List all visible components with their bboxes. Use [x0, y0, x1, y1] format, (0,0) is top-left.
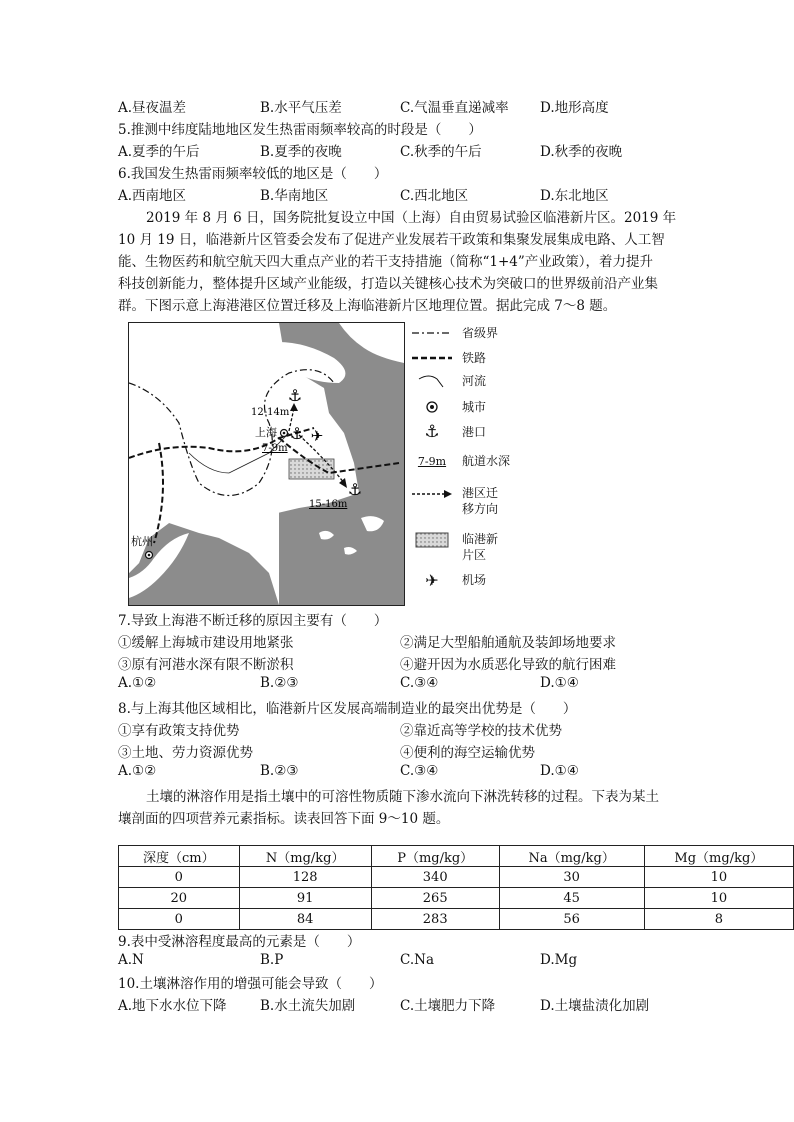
- passage1-line-5: 群。下图示意上海港港区位置迁移及上海临港新片区地理位置。据此完成 7～8 题。: [118, 298, 617, 314]
- legend-lingang-area: 临港新片区: [408, 531, 498, 563]
- table-cell: 265: [371, 888, 499, 909]
- table-cell: 283: [371, 909, 499, 930]
- q10-option-d: D.土壤盐渍化加剧: [540, 998, 650, 1014]
- port-icon: [288, 386, 302, 405]
- q8-option-b: B.②③: [260, 763, 299, 779]
- legend-channel-depth: 7-9m 航道水深: [417, 454, 511, 468]
- map-drawing: [129, 323, 404, 605]
- legend-provincial-boundary: 省级界: [462, 326, 499, 340]
- passage1-line-3: 能、生物医药和航空航天四大重点产业的若干支持措施（简称“1+4”产业政策），着力提升: [118, 254, 654, 270]
- label-shanghai: 上海: [255, 426, 277, 439]
- q8-item-4: ④便利的海空运输优势: [400, 745, 535, 761]
- q4-option-a: A.昼夜温差: [118, 100, 187, 116]
- table-header-row: [119, 846, 794, 867]
- table-header: Mg（mg/kg）: [644, 846, 793, 867]
- q5-option-b: B.夏季的夜晚: [260, 144, 342, 160]
- q10-option-c: C.土壤肥力下降: [400, 998, 496, 1014]
- table-row: [119, 888, 794, 909]
- table-header: 深度（cm）: [119, 846, 240, 867]
- legend-river: 河流: [408, 372, 486, 390]
- passage2-line-1: 土壤的淋溶作用是指土壤中的可溶性物质随下渗水流向下淋洗转移的过程。下表为某土: [146, 789, 659, 805]
- label-hangzhou: 杭州: [131, 535, 153, 548]
- q9-option-a: A.N: [118, 952, 144, 968]
- q4-option-d: D.地形高度: [540, 100, 609, 116]
- table-cell: 20: [119, 888, 240, 909]
- legend-port: ⚓ 港口: [424, 422, 487, 442]
- svg-text:✈: ✈: [310, 427, 324, 445]
- table-cell: 10: [644, 867, 793, 888]
- q10-stem: 10.土壤淋溶作用的增强可能会导致（ ）: [118, 976, 383, 992]
- q9-option-b: B.P: [260, 952, 284, 968]
- passage1-line-2: 10 月 19 日，临港新片区管委会发布了促进产业发展若干政策和集聚发展集成电路、人工智: [118, 232, 665, 248]
- table-cell: 10: [644, 888, 793, 909]
- q6-stem: 6.我国发生热雷雨频率较低的地区是（ ）: [118, 166, 388, 182]
- q8-option-c: C.③④: [400, 763, 439, 779]
- table-header: N（mg/kg）: [239, 846, 371, 867]
- soil-nutrient-table: [118, 845, 794, 930]
- port-icon: [348, 480, 362, 499]
- shanghai-port-map: [128, 322, 405, 606]
- q8-item-3: ③土地、劳力资源优势: [118, 745, 253, 761]
- q7-item-3: ③原有河港水深有限不断淤积: [118, 657, 294, 673]
- label-depth-7-9: 7-9m: [262, 443, 288, 454]
- legend-migration-direction: 港区迁移方向: [408, 485, 498, 517]
- table-row: [119, 867, 794, 888]
- label-depth-12-14: 12-14m: [251, 407, 290, 418]
- svg-text:⚓: ⚓: [347, 480, 363, 499]
- table-header: P（mg/kg）: [371, 846, 499, 867]
- table-cell: 0: [119, 909, 240, 930]
- legend-airport: ✈ 机场: [425, 570, 487, 590]
- table-cell: 84: [239, 909, 371, 930]
- q7-item-2: ②满足大型船舶通航及装卸场地要求: [400, 635, 616, 651]
- svg-text:⚓: ⚓: [287, 386, 303, 405]
- q7-option-d: D.①④: [540, 675, 579, 691]
- q9-option-c: C.Na: [400, 952, 435, 968]
- legend-city: 城市: [408, 398, 486, 416]
- airport-icon: [311, 427, 324, 445]
- q7-item-4: ④避开因为水质恶化导致的航行困难: [400, 657, 616, 673]
- q8-stem: 8.与上海其他区域相比，临港新片区发展高端制造业的最突出优势是（ ）: [118, 701, 577, 717]
- passage1-line-1: 2019 年 8 月 6 日，国务院批复设立中国（上海）自由贸易试验区临港新片区。2019 年: [146, 210, 677, 226]
- q6-option-d: D.东北地区: [540, 188, 609, 204]
- q7-option-a: A.①②: [118, 675, 157, 691]
- table-cell: 91: [239, 888, 371, 909]
- q7-stem: 7.导致上海港不断迁移的原因主要有（ ）: [118, 613, 388, 629]
- q5-stem: 5.推测中纬度陆地地区发生热雷雨频率较高的时段是（ ）: [118, 122, 482, 138]
- q10-option-a: A.地下水水位下降: [118, 998, 227, 1014]
- q6-option-c: C.西北地区: [400, 188, 469, 204]
- label-depth-15-16: 15-16m: [309, 499, 348, 510]
- q8-item-2: ②靠近高等学校的技术优势: [400, 723, 562, 739]
- q5-option-d: D.秋季的夜晚: [540, 144, 623, 160]
- table-header: Na（mg/kg）: [499, 846, 644, 867]
- q5-option-c: C.秋季的午后: [400, 144, 482, 160]
- table-row: [119, 909, 794, 930]
- table-cell: 56: [499, 909, 644, 930]
- q7-option-c: C.③④: [400, 675, 439, 691]
- table-cell: 45: [499, 888, 644, 909]
- q4-option-b: B.水平气压差: [260, 100, 342, 116]
- q5-option-a: A.夏季的午后: [118, 144, 200, 160]
- q6-option-a: A.西南地区: [118, 188, 187, 204]
- q6-option-b: B.华南地区: [260, 188, 329, 204]
- q4-option-c: C.气温垂直递减率: [400, 100, 509, 116]
- q8-item-1: ①享有政策支持优势: [118, 723, 240, 739]
- q9-stem: 9.表中受淋溶程度最高的元素是（ ）: [118, 934, 361, 950]
- table-cell: 340: [371, 867, 499, 888]
- table-cell: 128: [239, 867, 371, 888]
- table-cell: 8: [644, 909, 793, 930]
- q7-item-1: ①缓解上海城市建设用地紧张: [118, 635, 294, 651]
- q10-option-b: B.水土流失加剧: [260, 998, 356, 1014]
- q9-option-d: D.Mg: [540, 952, 578, 968]
- svg-text:⚓: ⚓: [289, 424, 305, 443]
- q8-option-d: D.①④: [540, 763, 579, 779]
- table-cell: 0: [119, 867, 240, 888]
- q7-option-b: B.②③: [260, 675, 299, 691]
- passage1-line-4: 科技创新能力，整体提升区域产业能级，打造以关键核心技术为突破口的世界级前沿产业集: [118, 276, 658, 292]
- port-icon: [290, 424, 304, 443]
- table-cell: 30: [499, 867, 644, 888]
- q8-option-a: A.①②: [118, 763, 157, 779]
- passage2-line-2: 壤剖面的四项营养元素指标。读表回答下面 9～10 题。: [118, 811, 450, 827]
- legend-railway: 铁路: [462, 351, 487, 365]
